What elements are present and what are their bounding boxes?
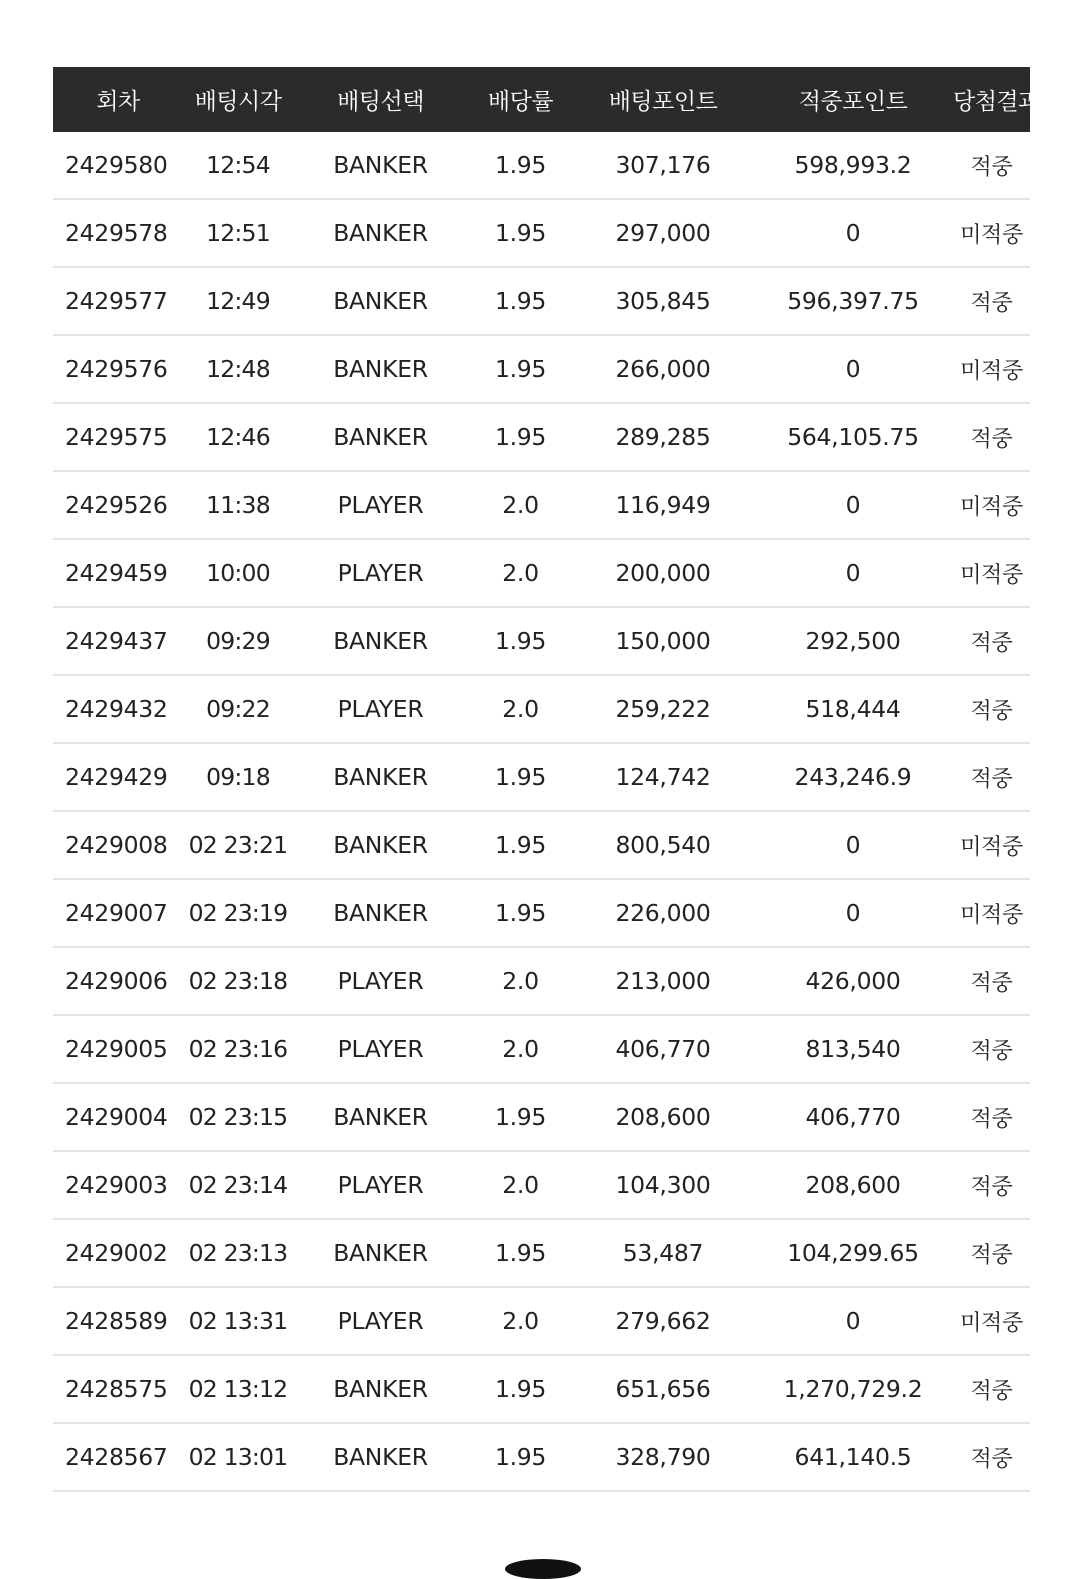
cell-result: 적중 bbox=[953, 403, 1030, 471]
cell-round: 2429575 bbox=[53, 403, 183, 471]
cell-bet-points: 208,600 bbox=[573, 1083, 753, 1151]
table-row bbox=[53, 335, 1030, 403]
cell-result: 미적중 bbox=[953, 335, 1030, 403]
cell-time: 12:54 bbox=[183, 132, 293, 199]
cell-pick: BANKER bbox=[293, 132, 468, 199]
cell-time: 02 23:13 bbox=[183, 1219, 293, 1287]
cell-result: 미적중 bbox=[953, 1287, 1030, 1355]
cell-win-points: 598,993.2 bbox=[753, 132, 953, 199]
cell-pick: PLAYER bbox=[293, 1287, 468, 1355]
cell-bet-points: 305,845 bbox=[573, 267, 753, 335]
cell-bet-points: 213,000 bbox=[573, 947, 753, 1015]
cell-pick: PLAYER bbox=[293, 471, 468, 539]
table-row bbox=[53, 1287, 1030, 1355]
cell-bet-points: 800,540 bbox=[573, 811, 753, 879]
column-header-round: 회차 bbox=[53, 67, 183, 132]
cell-win-points: 596,397.75 bbox=[753, 267, 953, 335]
cell-result: 적중 bbox=[953, 743, 1030, 811]
cell-odds: 2.0 bbox=[468, 1015, 573, 1083]
cell-round: 2428575 bbox=[53, 1355, 183, 1423]
table-row bbox=[53, 1151, 1030, 1219]
table-row bbox=[53, 607, 1030, 675]
cell-pick: BANKER bbox=[293, 403, 468, 471]
cell-win-points: 641,140.5 bbox=[753, 1423, 953, 1491]
column-header-bet-points: 배팅포인트 bbox=[573, 67, 753, 132]
cell-win-points: 208,600 bbox=[753, 1151, 953, 1219]
cell-time: 02 13:31 bbox=[183, 1287, 293, 1355]
cell-round: 2428567 bbox=[53, 1423, 183, 1491]
cell-odds: 2.0 bbox=[468, 947, 573, 1015]
cell-time: 12:49 bbox=[183, 267, 293, 335]
cell-time: 12:48 bbox=[183, 335, 293, 403]
cell-time: 12:46 bbox=[183, 403, 293, 471]
cell-bet-points: 651,656 bbox=[573, 1355, 753, 1423]
cell-win-points: 813,540 bbox=[753, 1015, 953, 1083]
cell-win-points: 0 bbox=[753, 539, 953, 607]
cell-pick: BANKER bbox=[293, 743, 468, 811]
table-row bbox=[53, 1219, 1030, 1287]
cell-round: 2429437 bbox=[53, 607, 183, 675]
cell-time: 02 23:19 bbox=[183, 879, 293, 947]
cell-round: 2429007 bbox=[53, 879, 183, 947]
cell-result: 적중 bbox=[953, 1355, 1030, 1423]
cell-pick: BANKER bbox=[293, 199, 468, 267]
cell-odds: 1.95 bbox=[468, 199, 573, 267]
cell-time: 11:38 bbox=[183, 471, 293, 539]
cell-round: 2429578 bbox=[53, 199, 183, 267]
table-row bbox=[53, 947, 1030, 1015]
table-row bbox=[53, 1015, 1030, 1083]
cell-pick: BANKER bbox=[293, 1083, 468, 1151]
cell-result: 적중 bbox=[953, 1219, 1030, 1287]
cell-round: 2429580 bbox=[53, 132, 183, 199]
cell-bet-points: 104,300 bbox=[573, 1151, 753, 1219]
table-row bbox=[53, 471, 1030, 539]
cell-time: 09:29 bbox=[183, 607, 293, 675]
cell-win-points: 0 bbox=[753, 199, 953, 267]
cell-bet-points: 124,742 bbox=[573, 743, 753, 811]
cell-pick: BANKER bbox=[293, 1219, 468, 1287]
cell-result: 미적중 bbox=[953, 811, 1030, 879]
cell-odds: 1.95 bbox=[468, 132, 573, 199]
cell-round: 2429432 bbox=[53, 675, 183, 743]
bet-history-table bbox=[53, 67, 1040, 1492]
cell-bet-points: 53,487 bbox=[573, 1219, 753, 1287]
cell-odds: 1.95 bbox=[468, 267, 573, 335]
column-header-time: 배팅시각 bbox=[183, 67, 293, 132]
table-row bbox=[53, 1355, 1030, 1423]
cell-bet-points: 200,000 bbox=[573, 539, 753, 607]
table-row bbox=[53, 1083, 1030, 1151]
cell-win-points: 1,270,729.2 bbox=[753, 1355, 953, 1423]
cell-odds: 2.0 bbox=[468, 675, 573, 743]
table-row bbox=[53, 743, 1030, 811]
cell-pick: PLAYER bbox=[293, 947, 468, 1015]
cell-bet-points: 279,662 bbox=[573, 1287, 753, 1355]
table-row bbox=[53, 675, 1030, 743]
cell-result: 적중 bbox=[953, 267, 1030, 335]
cell-time: 02 13:01 bbox=[183, 1423, 293, 1491]
cell-bet-points: 307,176 bbox=[573, 132, 753, 199]
cell-round: 2429429 bbox=[53, 743, 183, 811]
cell-odds: 2.0 bbox=[468, 1287, 573, 1355]
cell-bet-points: 259,222 bbox=[573, 675, 753, 743]
table-row bbox=[53, 1423, 1030, 1491]
cell-odds: 1.95 bbox=[468, 403, 573, 471]
cell-pick: BANKER bbox=[293, 267, 468, 335]
cell-round: 2429004 bbox=[53, 1083, 183, 1151]
cell-odds: 1.95 bbox=[468, 1219, 573, 1287]
cell-odds: 2.0 bbox=[468, 471, 573, 539]
cell-pick: PLAYER bbox=[293, 539, 468, 607]
cell-win-points: 0 bbox=[753, 811, 953, 879]
cell-time: 02 23:14 bbox=[183, 1151, 293, 1219]
cell-pick: PLAYER bbox=[293, 1015, 468, 1083]
cell-bet-points: 328,790 bbox=[573, 1423, 753, 1491]
cell-result: 적중 bbox=[953, 1423, 1030, 1491]
cell-odds: 1.95 bbox=[468, 1083, 573, 1151]
column-header-pick: 배팅선택 bbox=[293, 67, 468, 132]
cell-result: 미적중 bbox=[953, 199, 1030, 267]
cell-bet-points: 406,770 bbox=[573, 1015, 753, 1083]
cell-time: 10:00 bbox=[183, 539, 293, 607]
cell-pick: BANKER bbox=[293, 811, 468, 879]
cell-win-points: 518,444 bbox=[753, 675, 953, 743]
cell-bet-points: 266,000 bbox=[573, 335, 753, 403]
cell-win-points: 104,299.65 bbox=[753, 1219, 953, 1287]
cell-result: 미적중 bbox=[953, 879, 1030, 947]
column-header-odds: 배당률 bbox=[468, 67, 573, 132]
table-row bbox=[53, 539, 1030, 607]
cell-win-points: 0 bbox=[753, 1287, 953, 1355]
cell-time: 02 13:12 bbox=[183, 1355, 293, 1423]
cell-pick: BANKER bbox=[293, 335, 468, 403]
cell-bet-points: 289,285 bbox=[573, 403, 753, 471]
cell-bet-points: 150,000 bbox=[573, 607, 753, 675]
cell-bet-points: 297,000 bbox=[573, 199, 753, 267]
table-header bbox=[53, 67, 1040, 132]
cell-odds: 1.95 bbox=[468, 335, 573, 403]
cell-time: 02 23:21 bbox=[183, 811, 293, 879]
cell-win-points: 0 bbox=[753, 335, 953, 403]
cell-odds: 1.95 bbox=[468, 811, 573, 879]
cell-result: 적중 bbox=[953, 1015, 1030, 1083]
table-row bbox=[53, 199, 1030, 267]
cell-pick: BANKER bbox=[293, 1355, 468, 1423]
cell-result: 적중 bbox=[953, 675, 1030, 743]
cell-odds: 1.95 bbox=[468, 607, 573, 675]
cell-pick: PLAYER bbox=[293, 675, 468, 743]
cell-time: 02 23:15 bbox=[183, 1083, 293, 1151]
table-row bbox=[53, 403, 1030, 471]
cell-win-points: 0 bbox=[753, 471, 953, 539]
cell-time: 09:22 bbox=[183, 675, 293, 743]
table-row bbox=[53, 879, 1030, 947]
cell-bet-points: 226,000 bbox=[573, 879, 753, 947]
cell-odds: 2.0 bbox=[468, 1151, 573, 1219]
cell-round: 2429002 bbox=[53, 1219, 183, 1287]
column-header-win-points: 적중포인트 bbox=[753, 67, 953, 132]
cell-round: 2429577 bbox=[53, 267, 183, 335]
table-body bbox=[53, 132, 1030, 1491]
cell-time: 12:51 bbox=[183, 199, 293, 267]
cell-odds: 1.95 bbox=[468, 743, 573, 811]
cell-win-points: 243,246.9 bbox=[753, 743, 953, 811]
cell-round: 2429006 bbox=[53, 947, 183, 1015]
cell-time: 09:18 bbox=[183, 743, 293, 811]
cell-odds: 1.95 bbox=[468, 1355, 573, 1423]
table-row bbox=[53, 132, 1030, 199]
cell-pick: BANKER bbox=[293, 879, 468, 947]
cell-bet-points: 116,949 bbox=[573, 471, 753, 539]
cell-pick: BANKER bbox=[293, 1423, 468, 1491]
scroll-top-button[interactable] bbox=[505, 1559, 581, 1579]
column-header-result: 당첨결과 bbox=[953, 67, 1030, 132]
cell-time: 02 23:16 bbox=[183, 1015, 293, 1083]
cell-odds: 1.95 bbox=[468, 1423, 573, 1491]
table-row bbox=[53, 267, 1030, 335]
cell-pick: PLAYER bbox=[293, 1151, 468, 1219]
cell-result: 적중 bbox=[953, 607, 1030, 675]
cell-result: 적중 bbox=[953, 947, 1030, 1015]
cell-round: 2429576 bbox=[53, 335, 183, 403]
cell-win-points: 564,105.75 bbox=[753, 403, 953, 471]
cell-odds: 2.0 bbox=[468, 539, 573, 607]
cell-win-points: 406,770 bbox=[753, 1083, 953, 1151]
cell-round: 2429008 bbox=[53, 811, 183, 879]
cell-round: 2429005 bbox=[53, 1015, 183, 1083]
cell-round: 2429003 bbox=[53, 1151, 183, 1219]
cell-result: 미적중 bbox=[953, 539, 1030, 607]
table-row bbox=[53, 811, 1030, 879]
cell-win-points: 426,000 bbox=[753, 947, 953, 1015]
cell-time: 02 23:18 bbox=[183, 947, 293, 1015]
header-row bbox=[53, 67, 1030, 132]
cell-round: 2429526 bbox=[53, 471, 183, 539]
cell-win-points: 292,500 bbox=[753, 607, 953, 675]
cell-round: 2429459 bbox=[53, 539, 183, 607]
cell-result: 적중 bbox=[953, 132, 1030, 199]
cell-result: 적중 bbox=[953, 1151, 1030, 1219]
cell-result: 적중 bbox=[953, 1083, 1030, 1151]
cell-odds: 1.95 bbox=[468, 879, 573, 947]
cell-result: 미적중 bbox=[953, 471, 1030, 539]
cell-win-points: 0 bbox=[753, 879, 953, 947]
cell-round: 2428589 bbox=[53, 1287, 183, 1355]
cell-pick: BANKER bbox=[293, 607, 468, 675]
